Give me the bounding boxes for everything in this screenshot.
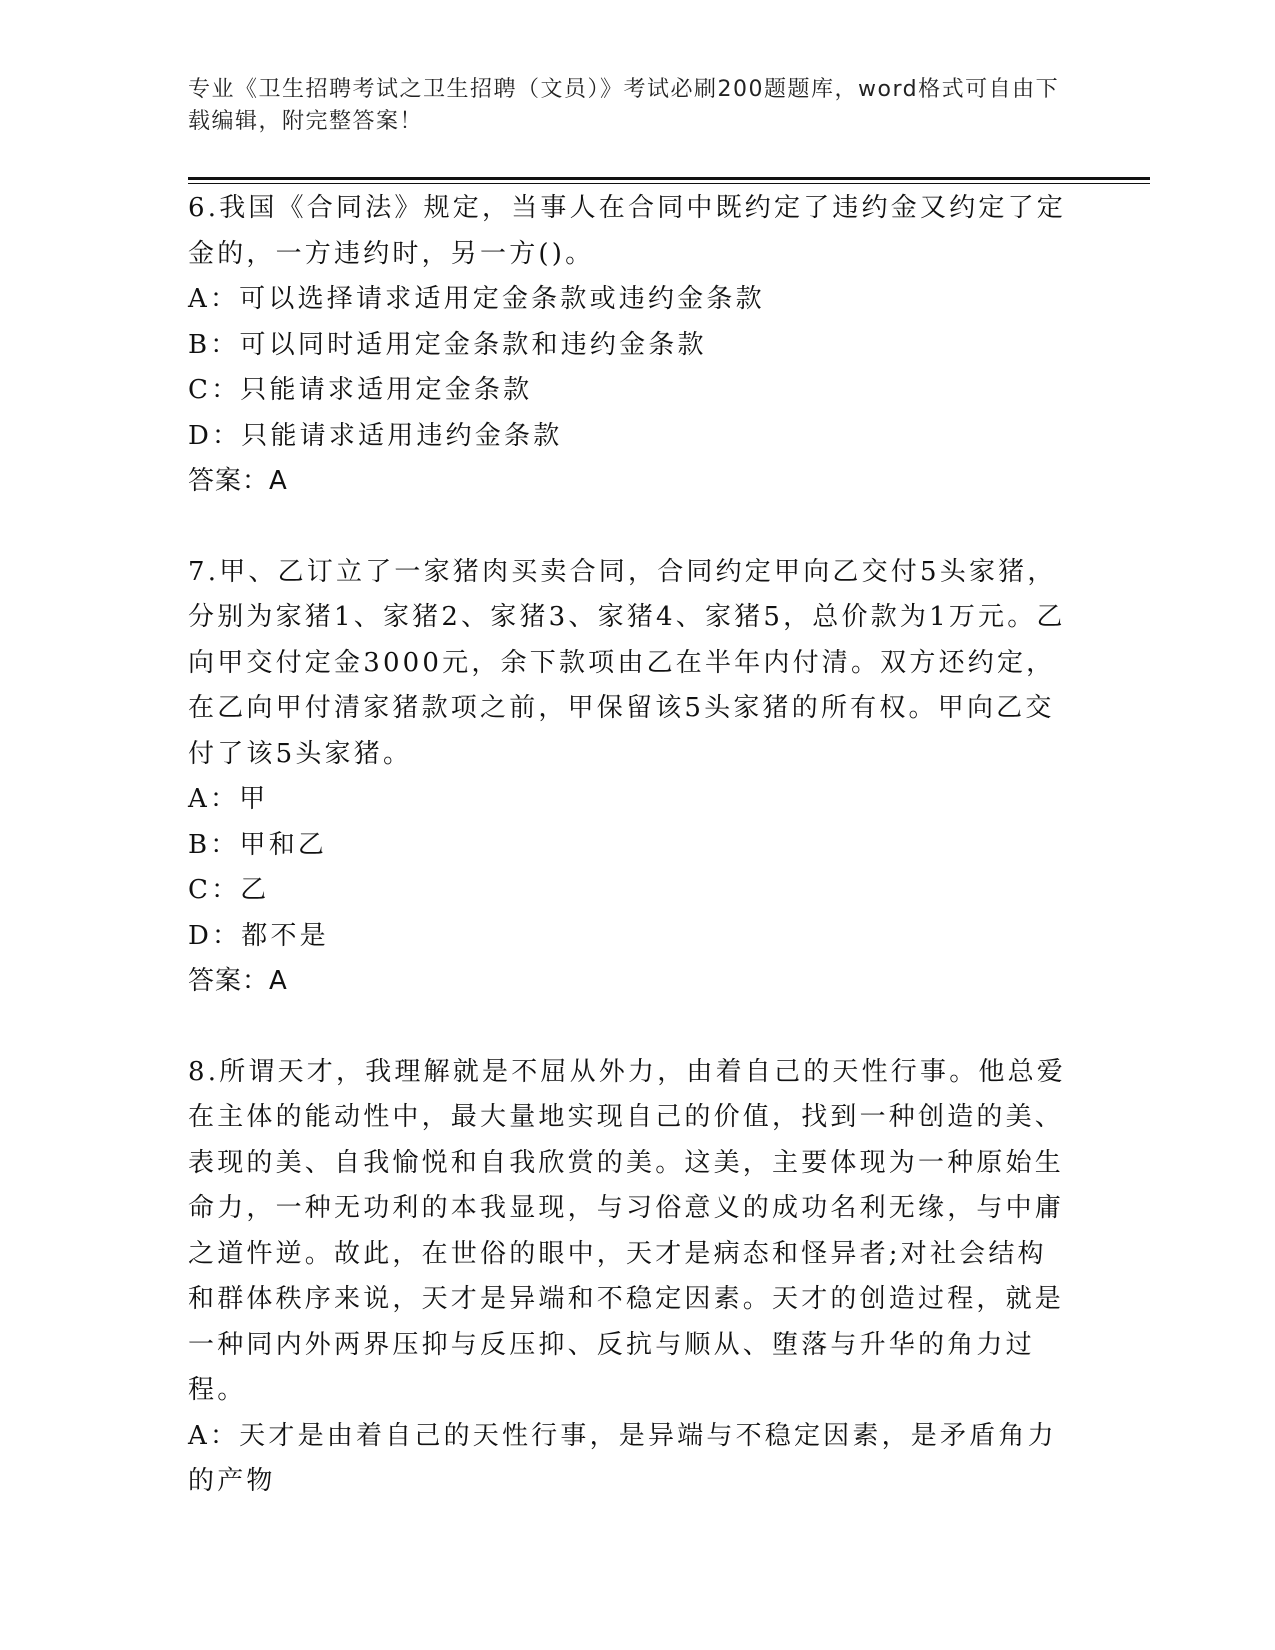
question-stem: 7.甲、乙订立了一家猪肉买卖合同，合同约定甲向乙交付5头家猪，分别为家猪1、家猪2、家猪3、家猪4、家猪5，总价款为1万元。乙向甲交付定金3000元，余下款项由乙在半年内付清。双方还约定，在乙向甲付清家猪款项之前，甲保留该5头家猪的所有权。甲向乙交付了该5头家猪。 [188,556,1066,769]
question-8 [188,1050,1073,1505]
question-stem: 6.我国《合同法》规定，当事人在合同中既约定了违约金又约定了定金的，一方违约时，另一方()。 [188,193,1067,269]
option-a: A：甲 [188,784,269,814]
option-c: C：只能请求适用定金条款 [188,375,533,405]
question-list [188,186,1073,1505]
option-a: A：可以选择请求适用定金条款或违约金条款 [188,284,765,314]
document-header: 专业《卫生招聘考试之卫生招聘（文员）》考试必刷200题题库，word格式可自由下载编辑，附完整答案！ [188,77,1060,134]
option-c: C：乙 [188,875,270,905]
question-6 [188,186,1073,505]
question-spacer [188,505,1073,550]
option-b: B：甲和乙 [188,829,328,860]
question-stem: 8.所谓天才，我理解就是不屈从外力，由着自己的天性行事。他总爱在主体的能动性中，最大量地实现自己的价值，找到一种创造的美、表现的美、自我愉悦和自我欣赏的美。这美，主要体现为一种原始生命力，一种无功利的本我显现，与习俗意义的成功名利无缘，与中庸之道忤逆。故此，在世俗的眼中，天才是病态和怪异者;对社会结构和群体秩序来说，天才是异端和不稳定因素。天才的创造过程，就是一种同内外两界压抑与反压抑、反抗与顺从、堕落与升华的角力过程。 [188,1056,1067,1405]
question-spacer [188,1005,1073,1050]
header-rule-thin [188,183,1150,184]
question-7 [188,550,1073,1005]
header-rule-thick [188,177,1150,180]
option-d: D：都不是 [188,920,329,951]
option-d: D：只能请求适用违约金条款 [188,420,563,451]
answer: 答案：A [188,966,288,996]
answer: 答案：A [188,466,288,496]
option-b: B：可以同时适用定金条款和违约金条款 [188,329,707,360]
option-a: A：天才是由着自己的天性行事，是异端与不稳定因素，是矛盾角力的产物 [188,1420,1057,1496]
